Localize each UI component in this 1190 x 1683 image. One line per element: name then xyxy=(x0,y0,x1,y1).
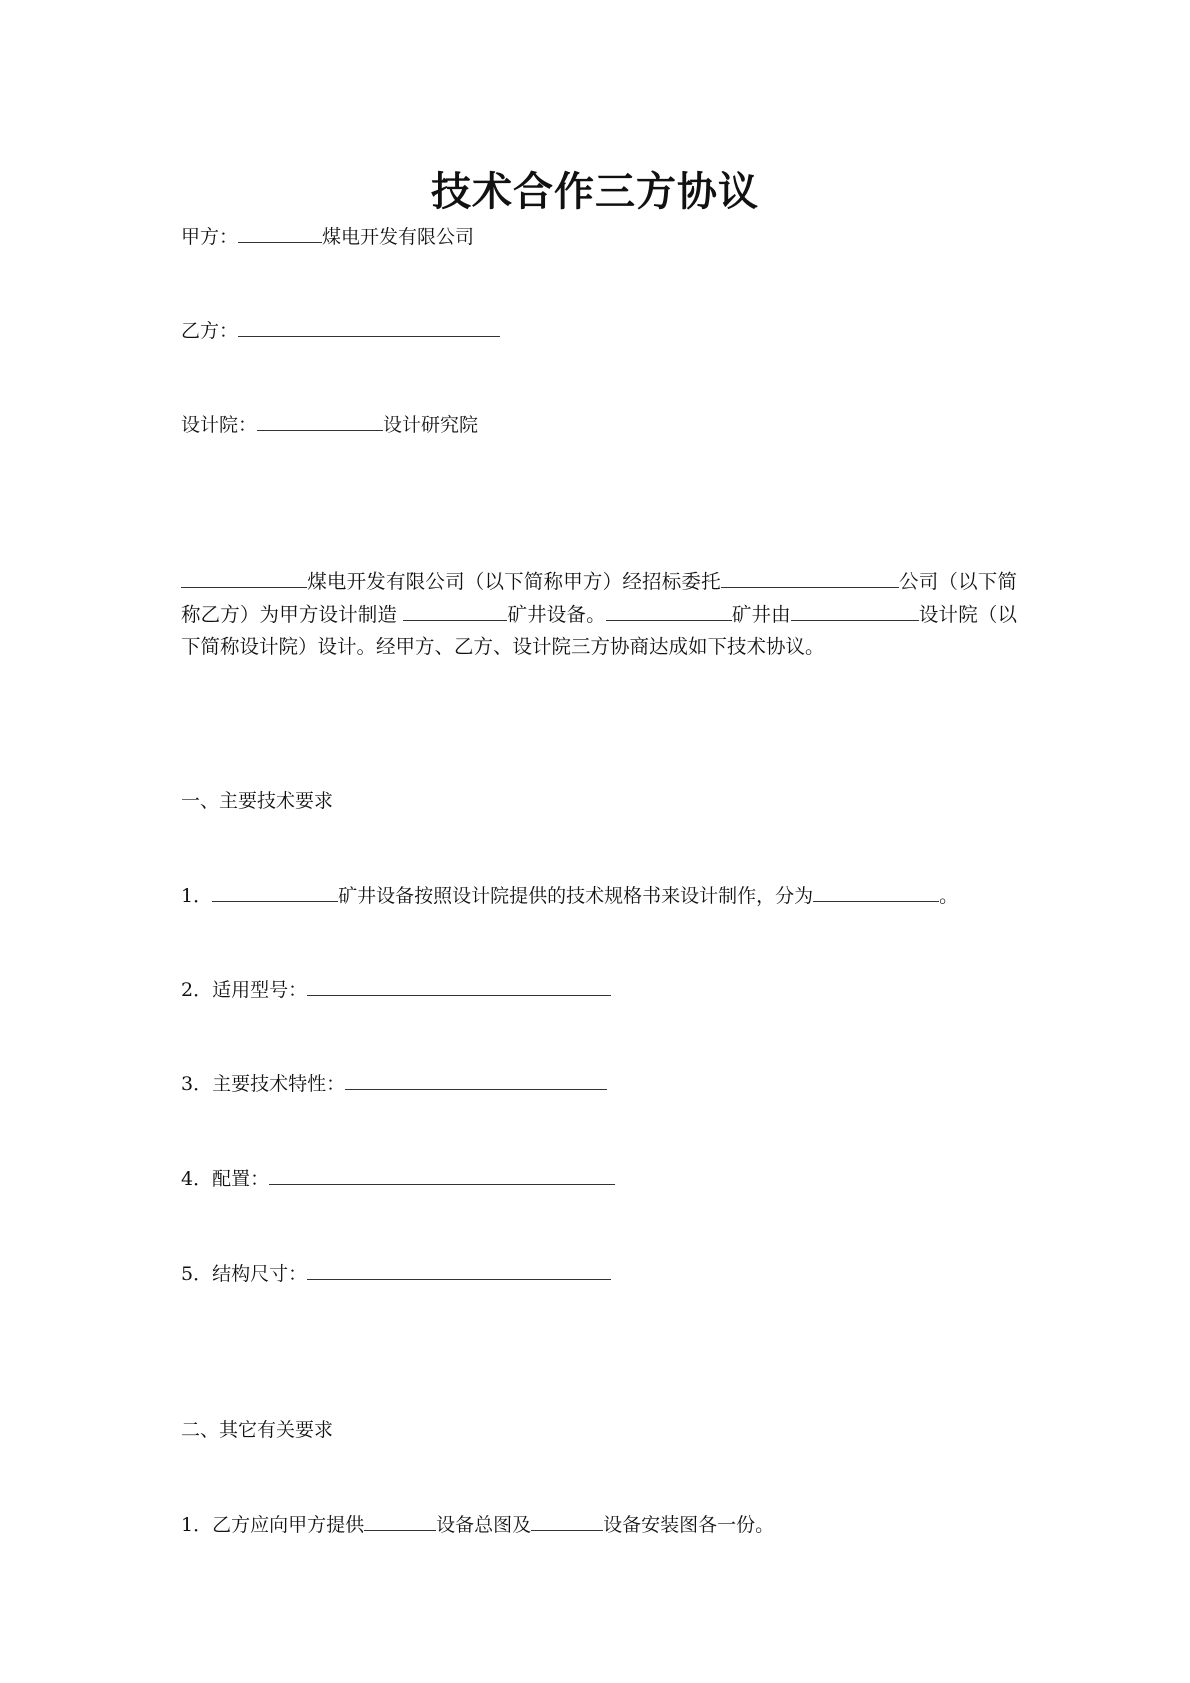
intro-text-2: 公司（以下简称乙方）为甲方设计制造 xyxy=(181,570,1017,626)
item-number: 3． xyxy=(181,1073,213,1095)
item1-text: 矿井设备按照设计院提供的技术规格书来设计制作，分为 xyxy=(338,885,814,907)
design-institute-blank[interactable] xyxy=(257,412,383,431)
item3-blank[interactable] xyxy=(345,1071,607,1090)
item1-end: 。 xyxy=(939,885,959,907)
section1-item-4 xyxy=(181,1166,615,1192)
section1-item-1 xyxy=(181,883,958,909)
intro-text-1: 煤电开发有限公司（以下简称甲方）经招标委托 xyxy=(307,570,721,593)
party-b-line xyxy=(181,318,500,344)
party-a-name: 煤电开发有限公司 xyxy=(322,226,475,248)
design-institute-label: 设计院： xyxy=(181,414,258,436)
item3-label: 主要技术特性： xyxy=(212,1073,346,1095)
intro-blank-2[interactable] xyxy=(721,571,899,588)
s2-item1-text-2: 设备总图及 xyxy=(436,1514,532,1536)
item-number: 5． xyxy=(181,1263,213,1285)
design-institute-name: 设计研究院 xyxy=(383,414,479,436)
item-number: 1． xyxy=(181,885,213,907)
item1-blank-2[interactable] xyxy=(813,883,939,902)
item5-label: 结构尺寸： xyxy=(212,1263,308,1285)
design-institute-line xyxy=(181,412,478,438)
item-number: 1． xyxy=(181,1514,213,1536)
party-a-line xyxy=(181,224,474,250)
s2-item1-blank-2[interactable] xyxy=(531,1512,603,1531)
section1-item-2 xyxy=(181,977,611,1003)
intro-text-4: 矿井由 xyxy=(731,602,791,626)
intro-paragraph xyxy=(181,566,1017,664)
item1-blank-1[interactable] xyxy=(212,883,338,902)
intro-blank-3[interactable] xyxy=(403,604,507,621)
document-title: 技术合作三方协议 xyxy=(431,168,759,215)
intro-blank-1[interactable] xyxy=(181,571,307,588)
s2-item1-blank-1[interactable] xyxy=(364,1512,436,1531)
item-number: 4． xyxy=(181,1168,213,1190)
s2-item1-text-3: 设备安装图各一份。 xyxy=(603,1514,775,1536)
intro-blank-4[interactable] xyxy=(606,604,732,621)
section1-item-3 xyxy=(181,1071,607,1097)
party-a-label: 甲方： xyxy=(181,226,239,248)
party-a-blank[interactable] xyxy=(238,224,322,243)
intro-blank-5[interactable] xyxy=(791,604,919,621)
party-b-label: 乙方： xyxy=(181,320,239,342)
item2-label: 适用型号： xyxy=(212,979,308,1001)
intro-text-3: 矿井设备。 xyxy=(507,602,606,626)
item4-blank[interactable] xyxy=(269,1166,615,1185)
s2-item1-text-1: 乙方应向甲方提供 xyxy=(212,1514,365,1536)
item-number: 2． xyxy=(181,979,213,1001)
intro-text-5: 设计院（以下简称设计院）设计。经甲方、乙方、设计院三方协商达成如下技术协议。 xyxy=(181,602,1017,658)
item5-blank[interactable] xyxy=(307,1261,611,1280)
section1-item-5 xyxy=(181,1261,611,1287)
section2-item-1 xyxy=(181,1512,774,1538)
section1-heading: 一、主要技术要求 xyxy=(181,790,334,812)
item4-label: 配置： xyxy=(212,1168,270,1190)
party-b-blank[interactable] xyxy=(238,318,500,337)
section2-heading: 二、其它有关要求 xyxy=(181,1419,334,1441)
item2-blank[interactable] xyxy=(307,977,611,996)
